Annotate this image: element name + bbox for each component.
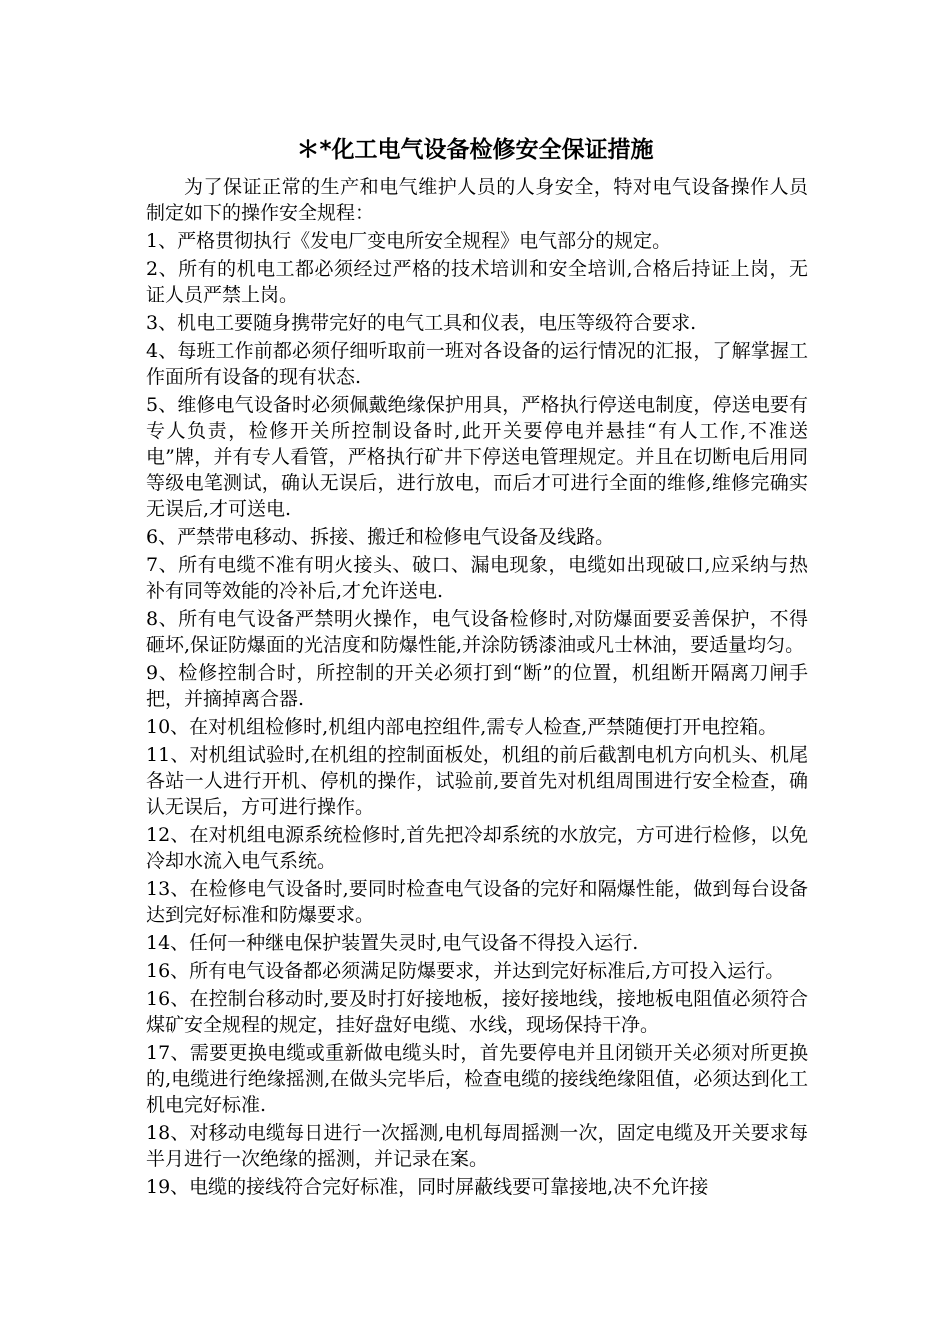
rule-item-6: 6、严禁带电移动、拆接、搬迁和检修电气设备及线路。: [146, 526, 615, 548]
document-body: [146, 174, 808, 1200]
rule-item-11: 11、对机组试验时,在机组的控制面板处，机组的前后截割电机方向机头、机尾各站一人进行开机、停机的操作，试验前,要首先对机组周围进行安全检查，确认无误后，方可进行操作。: [146, 744, 808, 818]
rule-item-19: 19、电缆的接线符合完好标准，同时屏蔽线要可靠接地,决不允许接: [146, 1176, 709, 1198]
rule-item-3: 3、机电工要随身携带完好的电气工具和仪表，电压等级符合要求.: [146, 312, 697, 334]
rule-item-13: 13、在检修电气设备时,要同时检查电气设备的完好和隔爆性能，做到每台设备达到完好标准和防爆要求。: [146, 878, 808, 926]
rule-item-18: 18、对移动电缆每日进行一次摇测,电机每周摇测一次，固定电缆及开关要求每半月进行一次绝缘的摇测，并记录在案。: [146, 1122, 808, 1170]
rule-item-9: 9、检修控制合时，所控制的开关必须打到“断”的位置，机组断开隔离刀闸手把，并摘掉离合器.: [146, 662, 808, 710]
rule-item-2: 2、所有的机电工都必须经过严格的技术培训和安全培训,合格后持证上岗，无证人员严禁上岗。: [146, 258, 808, 306]
rule-item-14: 14、任何一种继电保护装置失灵时,电气设备不得投入运行.: [146, 932, 639, 954]
intro-paragraph: 为了保证正常的生产和电气维护人员的人身安全，特对电气设备操作人员制定如下的操作安全规程：: [146, 176, 808, 224]
rule-item-1: 1、严格贯彻执行《发电厂变电所安全规程》电气部分的规定。: [146, 230, 672, 252]
rule-item-17: 17、需要更换电缆或重新做电缆头时，首先要停电并且闭锁开关必须对所更换的,电缆进行绝缘摇测,在做头完毕后，检查电缆的接线绝缘阻值，必须达到化工机电完好标准.: [146, 1042, 808, 1116]
rule-item-7: 7、所有电缆不准有明火接头、破口、漏电现象，电缆如出现破口,应采纳与热补有同等效能的冷补后,才允许送电.: [146, 554, 808, 602]
rule-item-10: 10、在对机组检修时,机组内部电控组件,需专人检查,严禁随便打开电控箱。: [146, 716, 778, 738]
rule-item-4: 4、每班工作前都必须仔细听取前一班对各设备的运行情况的汇报，了解掌握工作面所有设备的现有状态.: [146, 340, 808, 388]
rule-item-16b: 16、在控制台移动时,要及时打好接地板，接好接地线，接地板电阻值必须符合煤矿安全规程的规定，挂好盘好电缆、水线，现场保持干净。: [146, 988, 808, 1036]
rule-item-5: 5、维修电气设备时必须佩戴绝缘保护用具，严格执行停送电制度，停送电要有专人负责，检修开关所控制设备时,此开关要停电并悬挂“有人工作,不准送电”牌，并有专人看管，严格执行矿井下停送电管理规定。并且在切断电后用同等级电笔测试，确认无误后，进行放电，而后才可进行全面的维修,维修完确实无误后,才可送电.: [146, 394, 808, 520]
rule-item-12: 12、在对机组电源系统检修时,首先把冷却系统的水放完，方可进行检修，以免冷却水流入电气系统。: [146, 824, 808, 872]
document-title: ＊*化工电气设备检修安全保证措施: [296, 137, 654, 163]
rule-item-8: 8、所有电气设备严禁明火操作，电气设备检修时,对防爆面要妥善保护，不得砸坏,保证防爆面的光洁度和防爆性能,并涂防锈漆油或凡士林油，要适量均匀。: [146, 608, 808, 656]
rule-item-16a: 16、所有电气设备都必须满足防爆要求，并达到完好标准后,方可投入运行。: [146, 960, 785, 982]
